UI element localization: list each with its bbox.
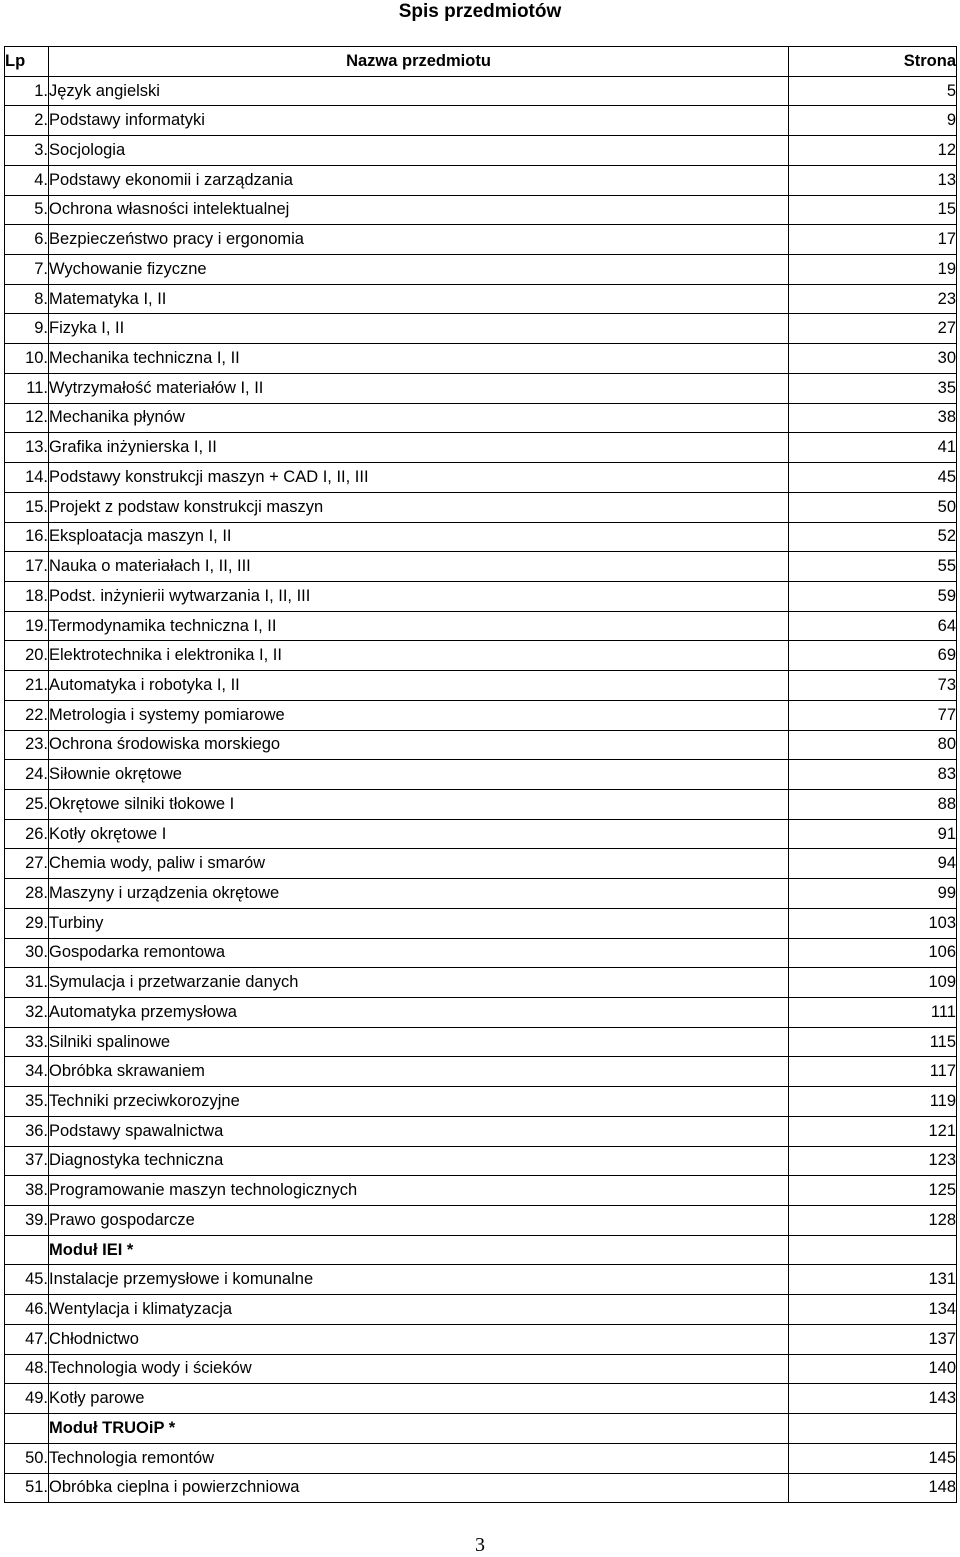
row-page: 121 — [789, 1116, 957, 1146]
row-page: 148 — [789, 1473, 957, 1503]
row-lp: 29. — [5, 908, 49, 938]
row-lp: 2. — [5, 106, 49, 136]
row-lp: 37. — [5, 1146, 49, 1176]
row-page: 17 — [789, 225, 957, 255]
row-page: 41 — [789, 433, 957, 463]
row-lp: 8. — [5, 284, 49, 314]
row-page: 52 — [789, 522, 957, 552]
row-subject-name: Metrologia i systemy pomiarowe — [49, 700, 789, 730]
row-subject-name: Obróbka cieplna i powierzchniowa — [49, 1473, 789, 1503]
row-subject-name: Prawo gospodarcze — [49, 1206, 789, 1236]
row-page: 73 — [789, 671, 957, 701]
table-row — [5, 819, 957, 849]
row-page: 19 — [789, 255, 957, 285]
row-subject-name: Mechanika techniczna I, II — [49, 344, 789, 374]
row-subject-name: Podstawy spawalnictwa — [49, 1116, 789, 1146]
section-row — [5, 1414, 957, 1444]
row-lp: 49. — [5, 1384, 49, 1414]
row-subject-name: Obróbka skrawaniem — [49, 1057, 789, 1087]
table-row — [5, 1176, 957, 1206]
row-lp: 3. — [5, 136, 49, 166]
table-row — [5, 255, 957, 285]
row-subject-name: Instalacje przemysłowe i komunalne — [49, 1265, 789, 1295]
row-subject-name: Nauka o materiałach I, II, III — [49, 552, 789, 582]
row-page: 119 — [789, 1087, 957, 1117]
row-lp: 24. — [5, 760, 49, 790]
row-page: 45 — [789, 463, 957, 493]
row-lp — [5, 1235, 49, 1265]
row-page: 9 — [789, 106, 957, 136]
row-subject-name: Wytrzymałość materiałów I, II — [49, 373, 789, 403]
row-subject-name: Programowanie maszyn technologicznych — [49, 1176, 789, 1206]
table-row — [5, 552, 957, 582]
row-page: 83 — [789, 760, 957, 790]
row-subject-name: Podst. inżynierii wytwarzania I, II, III — [49, 581, 789, 611]
table-row — [5, 789, 957, 819]
row-lp: 14. — [5, 463, 49, 493]
row-lp: 38. — [5, 1176, 49, 1206]
row-page: 59 — [789, 581, 957, 611]
table-row — [5, 1027, 957, 1057]
row-lp: 12. — [5, 403, 49, 433]
row-page: 117 — [789, 1057, 957, 1087]
table-row — [5, 730, 957, 760]
table-row — [5, 463, 957, 493]
row-lp: 39. — [5, 1206, 49, 1236]
row-lp: 4. — [5, 165, 49, 195]
table-row — [5, 314, 957, 344]
row-subject-name: Grafika inżynierska I, II — [49, 433, 789, 463]
header-lp: Lp — [5, 47, 49, 77]
row-lp: 28. — [5, 879, 49, 909]
table-row — [5, 1116, 957, 1146]
table-header-row — [5, 47, 957, 77]
row-lp: 47. — [5, 1324, 49, 1354]
row-page: 115 — [789, 1027, 957, 1057]
row-lp: 16. — [5, 522, 49, 552]
row-lp: 18. — [5, 581, 49, 611]
row-lp: 11. — [5, 373, 49, 403]
table-row — [5, 1324, 957, 1354]
table-row — [5, 879, 957, 909]
row-subject-name: Fizyka I, II — [49, 314, 789, 344]
row-lp: 5. — [5, 195, 49, 225]
row-page: 88 — [789, 789, 957, 819]
table-row — [5, 998, 957, 1028]
document-title: Spis przedmiotów — [398, 1, 562, 22]
table-row — [5, 136, 957, 166]
table-row — [5, 1473, 957, 1503]
row-subject-name: Maszyny i urządzenia okrętowe — [49, 879, 789, 909]
table-row — [5, 1265, 957, 1295]
row-page: 145 — [789, 1443, 957, 1473]
row-subject-name: Symulacja i przetwarzanie danych — [49, 968, 789, 998]
row-lp: 32. — [5, 998, 49, 1028]
row-lp: 27. — [5, 849, 49, 879]
header-name: Nazwa przedmiotu — [49, 47, 789, 77]
table-row — [5, 106, 957, 136]
row-page: 69 — [789, 641, 957, 671]
row-subject-name: Elektrotechnika i elektronika I, II — [49, 641, 789, 671]
table-row — [5, 433, 957, 463]
row-page: 140 — [789, 1354, 957, 1384]
table-row — [5, 671, 957, 701]
table-row — [5, 76, 957, 106]
row-subject-name: Diagnostyka techniczna — [49, 1146, 789, 1176]
row-page: 94 — [789, 849, 957, 879]
row-subject-name: Automatyka i robotyka I, II — [49, 671, 789, 701]
row-subject-name: Mechanika płynów — [49, 403, 789, 433]
table-row — [5, 700, 957, 730]
row-subject-name: Kotły parowe — [49, 1384, 789, 1414]
row-page: 134 — [789, 1295, 957, 1325]
row-page: 12 — [789, 136, 957, 166]
table-row — [5, 165, 957, 195]
row-lp: 46. — [5, 1295, 49, 1325]
row-subject-name: Technologia remontów — [49, 1443, 789, 1473]
row-page: 5 — [789, 76, 957, 106]
row-page: 30 — [789, 344, 957, 374]
row-subject-name: Okrętowe silniki tłokowe I — [49, 789, 789, 819]
row-subject-name: Język angielski — [49, 76, 789, 106]
row-page: 106 — [789, 938, 957, 968]
row-lp: 45. — [5, 1265, 49, 1295]
row-subject-name: Technologia wody i ścieków — [49, 1354, 789, 1384]
row-subject-name: Bezpieczeństwo pracy i ergonomia — [49, 225, 789, 255]
row-page: 35 — [789, 373, 957, 403]
row-page: 55 — [789, 552, 957, 582]
row-page: 50 — [789, 492, 957, 522]
row-subject-name: Matematyka I, II — [49, 284, 789, 314]
table-row — [5, 641, 957, 671]
row-subject-name: Termodynamika techniczna I, II — [49, 611, 789, 641]
row-lp: 9. — [5, 314, 49, 344]
table-row — [5, 344, 957, 374]
row-subject-name: Gospodarka remontowa — [49, 938, 789, 968]
row-page: 99 — [789, 879, 957, 909]
row-lp: 51. — [5, 1473, 49, 1503]
row-page: 64 — [789, 611, 957, 641]
row-subject-name: Podstawy konstrukcji maszyn + CAD I, II, III — [49, 463, 789, 493]
row-page: 137 — [789, 1324, 957, 1354]
row-page: 111 — [789, 998, 957, 1028]
table-row — [5, 968, 957, 998]
row-subject-name: Ochrona środowiska morskiego — [49, 730, 789, 760]
table-row — [5, 1295, 957, 1325]
table-row — [5, 284, 957, 314]
row-subject-name: Wychowanie fizyczne — [49, 255, 789, 285]
table-row — [5, 1057, 957, 1087]
table-row — [5, 760, 957, 790]
row-page: 131 — [789, 1265, 957, 1295]
row-lp: 19. — [5, 611, 49, 641]
row-subject-name: Podstawy ekonomii i zarządzania — [49, 165, 789, 195]
row-subject-name: Techniki przeciwkorozyjne — [49, 1087, 789, 1117]
page-number: 3 — [475, 1534, 485, 1556]
table-row — [5, 938, 957, 968]
row-page: 125 — [789, 1176, 957, 1206]
table-row — [5, 581, 957, 611]
row-subject-name: Chemia wody, paliw i smarów — [49, 849, 789, 879]
row-subject-name: Chłodnictwo — [49, 1324, 789, 1354]
table-row — [5, 1443, 957, 1473]
row-lp: 23. — [5, 730, 49, 760]
table-row — [5, 492, 957, 522]
row-subject-name: Podstawy informatyki — [49, 106, 789, 136]
row-subject-name: Ochrona własności intelektualnej — [49, 195, 789, 225]
table-row — [5, 611, 957, 641]
row-lp: 6. — [5, 225, 49, 255]
row-subject-name: Siłownie okrętowe — [49, 760, 789, 790]
row-lp: 26. — [5, 819, 49, 849]
row-lp: 50. — [5, 1443, 49, 1473]
row-page: 15 — [789, 195, 957, 225]
row-lp: 7. — [5, 255, 49, 285]
row-lp: 21. — [5, 671, 49, 701]
table-row — [5, 403, 957, 433]
row-page: 80 — [789, 730, 957, 760]
row-lp: 36. — [5, 1116, 49, 1146]
table-row — [5, 1206, 957, 1236]
table-row — [5, 522, 957, 552]
table-body — [5, 76, 957, 1503]
row-lp: 22. — [5, 700, 49, 730]
row-lp: 10. — [5, 344, 49, 374]
row-subject-name: Kotły okrętowe I — [49, 819, 789, 849]
row-subject-name: Projekt z podstaw konstrukcji maszyn — [49, 492, 789, 522]
row-lp: 15. — [5, 492, 49, 522]
row-lp: 35. — [5, 1087, 49, 1117]
row-page: 27 — [789, 314, 957, 344]
table-row — [5, 1146, 957, 1176]
row-page: 77 — [789, 700, 957, 730]
row-subject-name: Automatyka przemysłowa — [49, 998, 789, 1028]
row-subject-name: Turbiny — [49, 908, 789, 938]
row-page: 103 — [789, 908, 957, 938]
table-row — [5, 225, 957, 255]
row-lp: 25. — [5, 789, 49, 819]
contents-table — [4, 46, 957, 1503]
row-page: 143 — [789, 1384, 957, 1414]
row-page: 128 — [789, 1206, 957, 1236]
row-subject-name: Silniki spalinowe — [49, 1027, 789, 1057]
row-lp: 33. — [5, 1027, 49, 1057]
row-lp: 1. — [5, 76, 49, 106]
table-row — [5, 849, 957, 879]
row-page: 38 — [789, 403, 957, 433]
header-page: Strona — [789, 47, 957, 77]
row-lp: 48. — [5, 1354, 49, 1384]
row-page: 109 — [789, 968, 957, 998]
row-lp: 30. — [5, 938, 49, 968]
row-page: 123 — [789, 1146, 957, 1176]
table-row — [5, 1384, 957, 1414]
row-lp: 31. — [5, 968, 49, 998]
row-lp: 17. — [5, 552, 49, 582]
row-subject-name: Moduł TRUOiP * — [49, 1414, 789, 1444]
row-lp — [5, 1414, 49, 1444]
table-row — [5, 1354, 957, 1384]
table-row — [5, 195, 957, 225]
row-page: 91 — [789, 819, 957, 849]
row-page — [789, 1235, 957, 1265]
row-page — [789, 1414, 957, 1444]
row-subject-name: Moduł IEI * — [49, 1235, 789, 1265]
table-row — [5, 908, 957, 938]
row-page: 23 — [789, 284, 957, 314]
section-row — [5, 1235, 957, 1265]
table-row — [5, 373, 957, 403]
row-subject-name: Wentylacja i klimatyzacja — [49, 1295, 789, 1325]
row-lp: 20. — [5, 641, 49, 671]
row-subject-name: Eksploatacja maszyn I, II — [49, 522, 789, 552]
table-row — [5, 1087, 957, 1117]
row-lp: 13. — [5, 433, 49, 463]
row-lp: 34. — [5, 1057, 49, 1087]
row-page: 13 — [789, 165, 957, 195]
row-subject-name: Socjologia — [49, 136, 789, 166]
